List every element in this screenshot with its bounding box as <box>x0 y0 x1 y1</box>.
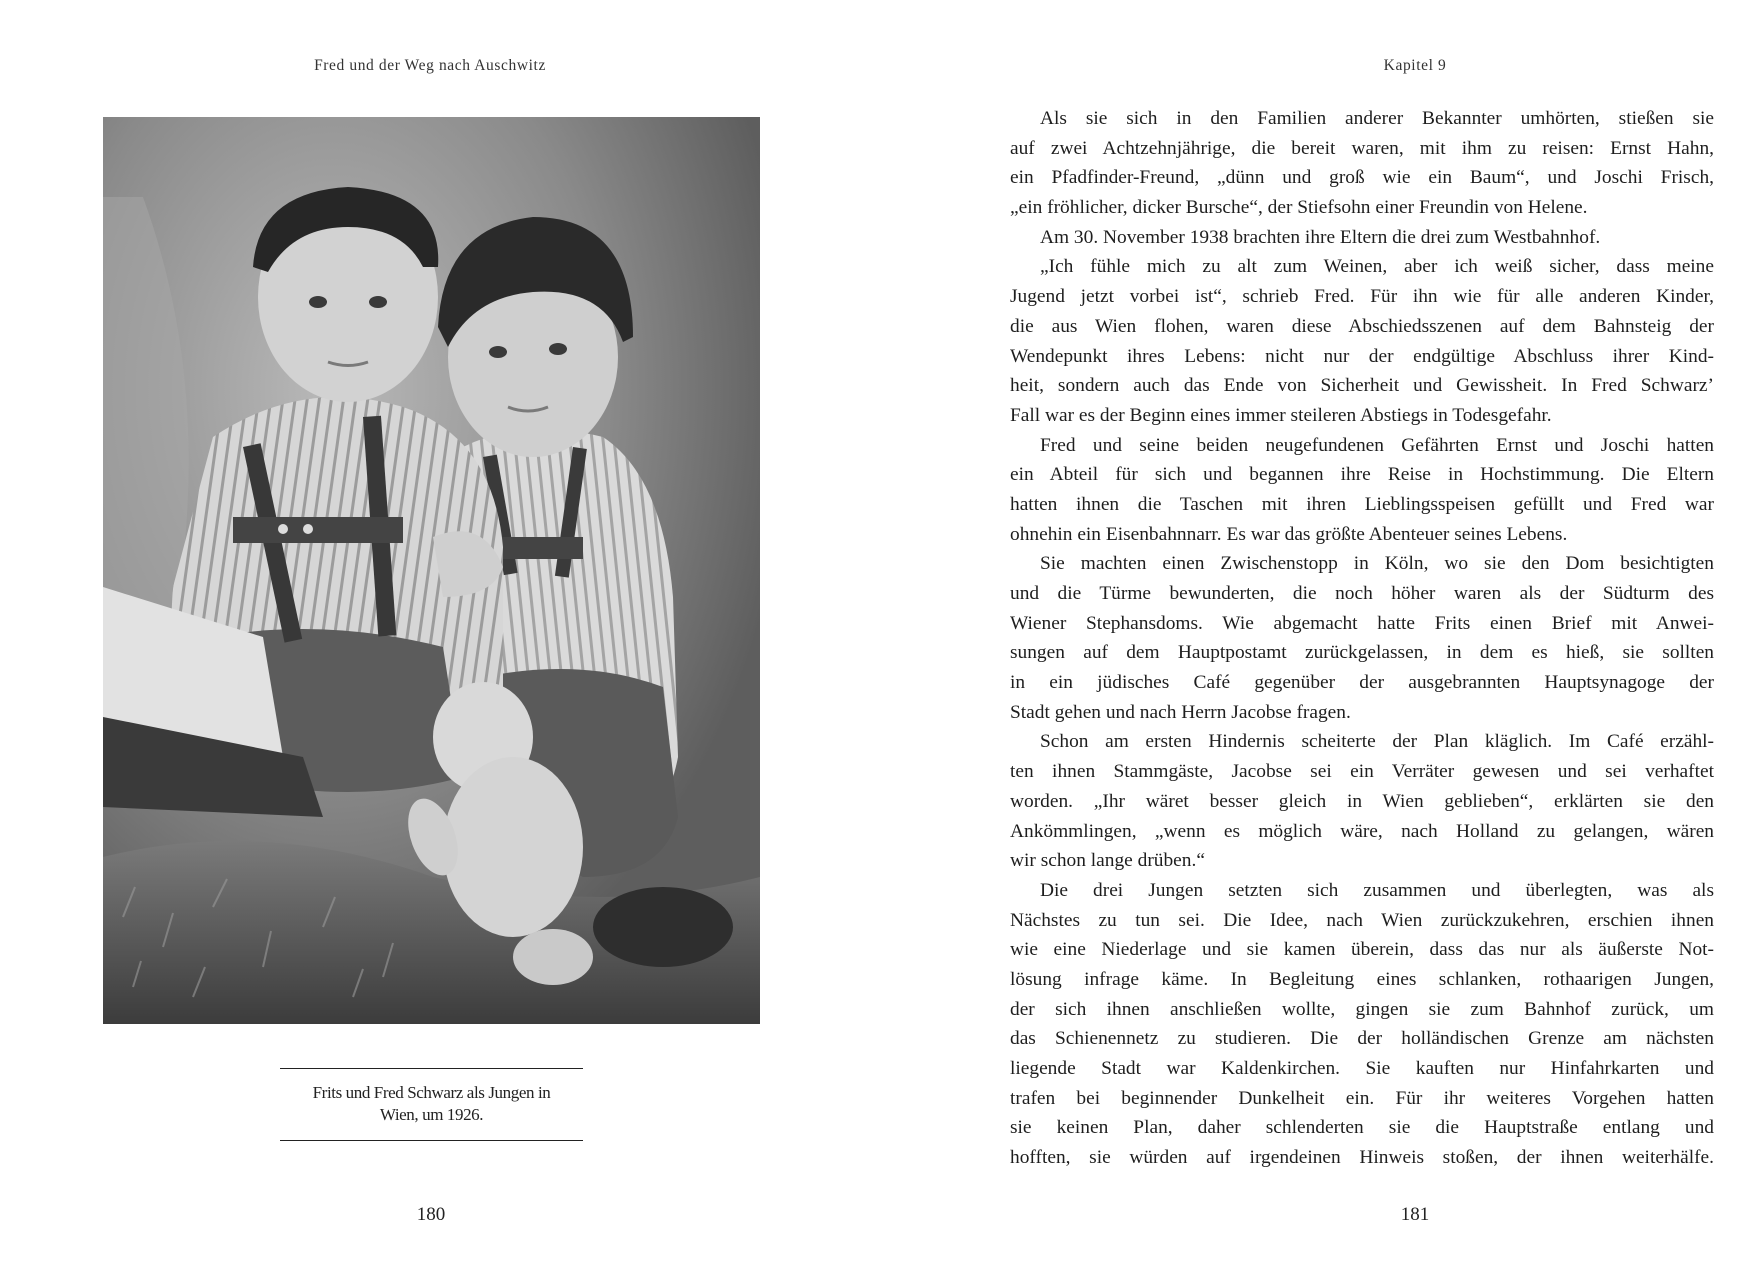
text-line: Die drei Jungen setzten sich zusammen und überlegten, was als <box>1040 879 1714 901</box>
running-head-left: Fred und der Weg nach Auschwitz <box>314 57 546 74</box>
text-line: Jugend jetzt vorbei ist“, schrieb Fred. Für ihn wie für alle anderen Kinder, <box>1010 286 1714 308</box>
text-line: Ankömmlingen, „wenn es möglich wäre, nach Holland zu gelangen, wären <box>1010 820 1714 842</box>
text-line: Als sie sich in den Familien anderer Bekannter umhörten, stießen sie <box>1040 108 1714 129</box>
photo-two-boys <box>103 117 760 1024</box>
page-number-right: 181 <box>1400 1204 1430 1225</box>
text-line: in ein jüdisches Café gegenüber der ausgebrannten Hauptsynagoge der <box>1010 672 1714 694</box>
text-line: ein Abteil für sich und begannen ihre Reise in Hochstimmung. Die Eltern <box>1010 464 1714 486</box>
text-line: „ein fröhlicher, dicker Bursche“, der Stiefsohn einer Freundin von Helene. <box>1010 197 1588 219</box>
caption-line: Wien, um 1926. <box>379 1105 484 1124</box>
text-line: hatten ihnen die Taschen mit ihren Lieblingsspeisen gefüllt und Fred war <box>1010 493 1714 515</box>
text-line: sungen auf dem Hauptpostamt zurückgelassen, in dem es hieß, sie sollten <box>1010 642 1714 664</box>
text-line: Wendepunkt ihres Lebens: nicht nur der endgültige Abschluss ihrer Kind- <box>1010 345 1714 367</box>
text-line: ten ihnen Stammgäste, Jacobse sei ein Verräter gewesen und sei verhaftet <box>1010 761 1714 783</box>
page-number-left: 180 <box>416 1204 446 1225</box>
text-line: worden. „Ihr wäret besser gleich in Wien geblieben“, erklärten sie den <box>1010 790 1714 812</box>
text-line: Fred und seine beiden neugefundenen Gefährten Ernst und Joschi hatten <box>1040 434 1714 456</box>
text-line: Stadt gehen und nach Herrn Jacobse fragen. <box>1010 701 1351 723</box>
text-line: wie eine Niederlage und sie kamen überein, dass das nur als äußerste Not- <box>1010 939 1714 961</box>
text-line: Am 30. November 1938 brachten ihre Eltern die drei zum Westbahnhof. <box>1040 226 1601 248</box>
text-line: und die Türme bewunderten, die noch höher waren als der Südturm des <box>1010 583 1714 604</box>
text-line: Schon am ersten Hindernis scheiterte der Plan kläglich. Im Café erzähl- <box>1040 731 1714 753</box>
running-head-right: Kapitel 9 <box>1383 57 1447 74</box>
text-line: heit, sondern auch das Ende von Sicherheit und Gewissheit. In Fred Schwarz’ <box>1010 375 1714 397</box>
text-line: das Schienennetz zu studieren. Die der holländischen Grenze am nächsten <box>1010 1028 1714 1050</box>
body-text <box>1010 104 1714 1173</box>
photo-illustration <box>103 117 760 1024</box>
text-line: Fall war es der Beginn eines immer steileren Abstiegs in Todesgefahr. <box>1010 404 1552 426</box>
text-line: sie keinen Plan, daher schlenderten sie die Hauptstraße entlang und <box>1010 1117 1714 1139</box>
text-line: lösung infrage käme. In Begleitung eines schlanken, rothaarigen Jungen, <box>1010 968 1714 990</box>
text-line: „Ich fühle mich zu alt zum Weinen, aber ich weiß sicher, dass meine <box>1040 256 1714 278</box>
text-line: Nächstes zu tun sei. Die Idee, nach Wien zurückzukehren, erschien ihnen <box>1010 909 1714 931</box>
text-line: Wiener Stephansdoms. Wie abgemacht hatte Frits einen Brief mit Anwei- <box>1010 612 1714 634</box>
text-line: der sich ihnen anschließen wollte, gingen sie zum Bahnhof zurück, um <box>1010 998 1714 1020</box>
text-line: hofften, sie würden auf irgendeinen Hinweis stoßen, der ihnen weiterhälfe. <box>1010 1147 1714 1169</box>
text-line: wir schon lange drüben.“ <box>1010 850 1205 872</box>
text-line: auf zwei Achtzehnjährige, die bereit waren, mit ihm zu reisen: Ernst Hahn, <box>1010 137 1714 159</box>
caption-line: Frits und Fred Schwarz als Jungen in <box>312 1083 551 1102</box>
text-line: trafen bei beginnender Dunkelheit ein. Für ihr weiteres Vorgehen hatten <box>1010 1087 1714 1109</box>
photo-caption <box>280 1068 583 1141</box>
text-line: liegende Stadt war Kaldenkirchen. Sie kauften nur Hinfahrkarten und <box>1010 1058 1714 1079</box>
text-line: ohnehin ein Eisenbahnnarr. Es war das größte Abenteuer seines Lebens. <box>1010 523 1568 545</box>
text-line: Sie machten einen Zwischenstopp in Köln, wo sie den Dom besichtigten <box>1040 553 1714 575</box>
text-line: die aus Wien flohen, waren diese Abschiedsszenen auf dem Bahnsteig der <box>1010 315 1714 337</box>
text-line: ein Pfadfinder-Freund, „dünn und groß wie ein Baum“, und Joschi Frisch, <box>1010 167 1714 189</box>
